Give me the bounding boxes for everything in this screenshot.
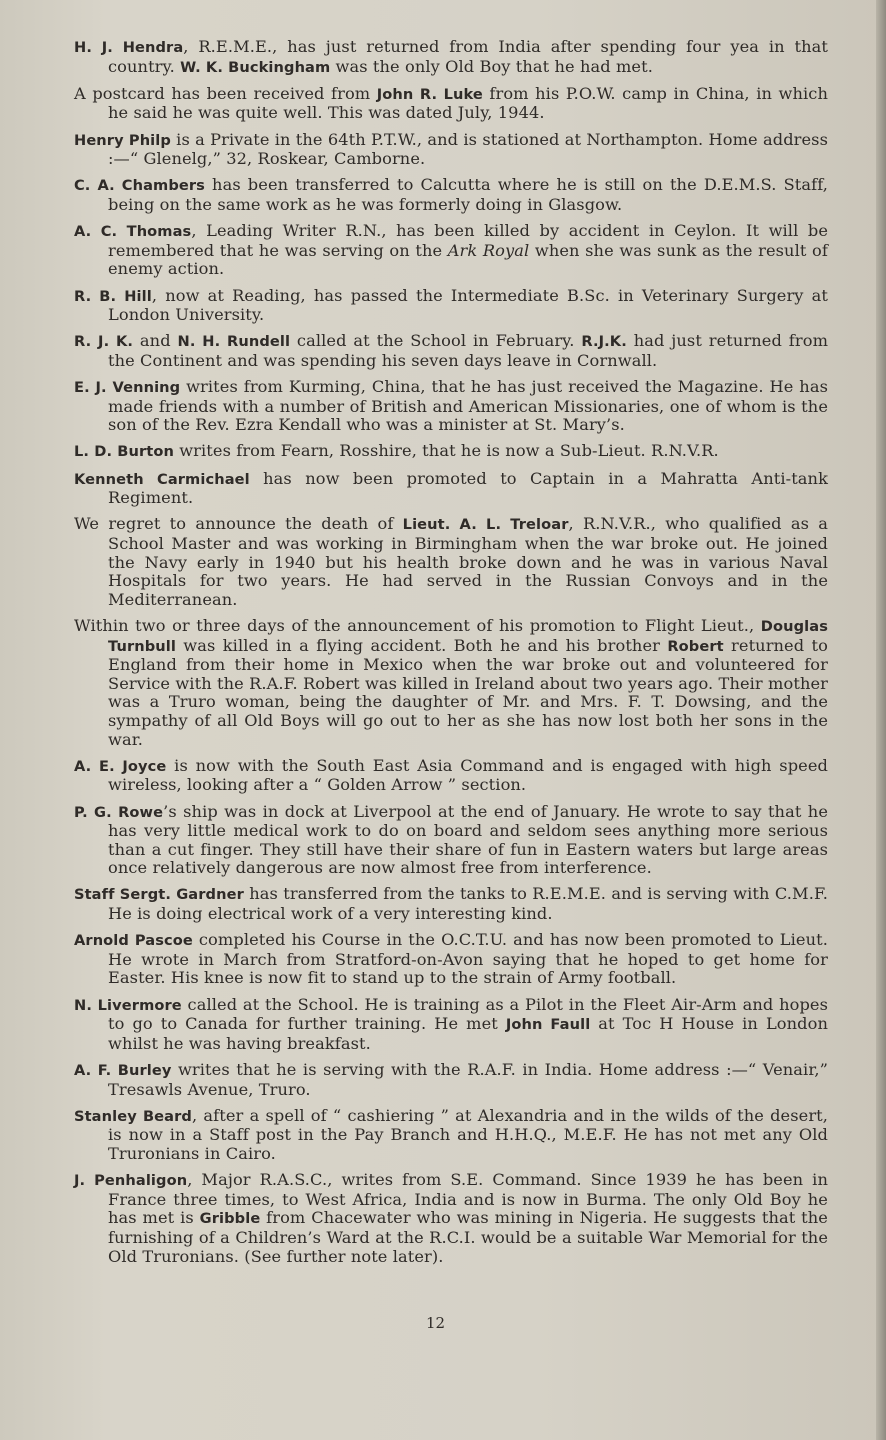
news-item (74, 222, 828, 279)
person-name: Kenneth Carmichael (74, 470, 250, 488)
person-name: Lieut. A. L. Treloar (402, 516, 569, 534)
news-item (74, 617, 828, 749)
person-name: John Faull (505, 1016, 591, 1034)
news-item (74, 757, 828, 795)
person-name: E. J. Venning (74, 379, 181, 397)
item-text: ’s ship was in dock at Liverpool at the end of January. He wrote to say that he has very little medical work to do on board and seldom sees anything more serious than a cut finger. They still have their share of fun in Eastern waters but large areas once relatively dangerous are now almost free from interference. (108, 801, 828, 878)
item-text: has been transferred to Calcutta where he is still on the D.E.M.S. Staff, being on the same work as he was formerly doing in Glasgow. (108, 175, 828, 214)
person-name: W. K. Buckingham (180, 58, 331, 76)
item-text: called at the School in February. (290, 331, 582, 351)
person-name: Stanley Beard (74, 1107, 192, 1125)
item-text: at Toc H House in London whilst he was having breakfast. (108, 1014, 828, 1053)
news-item (74, 931, 828, 988)
person-name: R. B. Hill (74, 287, 152, 305)
news-item (74, 885, 828, 923)
item-text: A postcard has been received from (74, 83, 377, 103)
person-name: N. H. Rundell (177, 333, 291, 351)
news-item (74, 1061, 828, 1099)
item-text: when she was sunk as the result of enemy action. (108, 240, 828, 279)
news-column (74, 38, 828, 1274)
ship-name: Ark Royal (447, 240, 530, 260)
page-edge (876, 0, 886, 1440)
page-number: 12 (426, 1314, 446, 1332)
item-text: returned to England from their home in Mexico when the war broke out and volunteered for Service with the R.A.F. Robert was killed in Ireland about two years ago. Their mother was a Truro woman, being the daughter of Mr. and Mrs. F. T. Dowsing, and the sympathy of all Old Boys will go out to her as she has now lost both her sons in the war. (108, 635, 828, 749)
item-text: , Leading Writer R.N., has been killed by accident in Ceylon. It will be remembered that he was serving on the (108, 221, 828, 260)
news-item (74, 131, 828, 169)
news-item (74, 1107, 828, 1164)
person-name: Staff Sergt. Gardner (74, 886, 244, 904)
news-item (74, 287, 828, 325)
person-name: J. Penhaligon (74, 1172, 188, 1190)
item-text: is now with the South East Asia Command and is engaged with high speed wireless, looking after a “ Golden Arrow ” section. (108, 755, 828, 795)
item-text: has now been promoted to Captain in a Mahratta Anti-tank Regiment. (108, 468, 828, 508)
news-item (74, 442, 828, 462)
item-text: We regret to announce the death of (74, 514, 403, 534)
person-name: Henry Philp (74, 131, 171, 149)
news-item (74, 470, 828, 508)
item-text: from his P.O.W. camp in China, in which he said he was quite well. This was dated July, 1944. (108, 83, 828, 123)
person-name: L. D. Burton (74, 443, 174, 461)
person-name: P. G. Rowe (74, 803, 164, 821)
item-text: from Chacewater who was mining in Nigeria. He suggests that the furnishing of a Children’s Ward at the R.C.I. would be a suitable War Memorial for the Old Truronians. (See further note later). (108, 1208, 828, 1266)
news-item (74, 378, 828, 435)
person-name: A. E. Joyce (74, 757, 167, 775)
person-name: Gribble (199, 1210, 261, 1228)
item-text: was killed in a flying accident. Both he and his brother (175, 635, 668, 655)
news-item (74, 38, 828, 77)
person-name: John R. Luke (376, 85, 483, 103)
person-name: Robert (667, 637, 724, 655)
person-name: N. Livermore (74, 996, 182, 1014)
person-name: A. C. Thomas (74, 223, 192, 241)
item-text: has transferred from the tanks to R.E.M.E. and is serving with C.M.F. He is doing electrical work of a very interesting kind. (108, 884, 828, 924)
person-name: H. J. Hendra (74, 39, 184, 56)
news-item (74, 332, 828, 370)
item-text: writes from Fearn, Rosshire, that he is now a Sub-Lieut. R.N.V.R. (173, 441, 719, 461)
item-text: is a Private in the 64th P.T.W., and is stationed at Northampton. Home address :—“ Glenelg,” 32, Roskear, Camborne. (108, 129, 828, 169)
item-text: , R.E.M.E., has just returned from India after spending four yea in that country. (108, 37, 828, 76)
person-name: Arnold Pascoe (74, 932, 193, 950)
item-text: completed his Course in the O.C.T.U. and has now been promoted to Lieut. He wrote in March from Stratford-on-Avon saying that he hoped to get home for Easter. His knee is now fit to stand up to the strain of Army football. (108, 930, 828, 988)
item-text: writes that he is serving with the R.A.F. in India. Home address :—“ Venair,” Tresawls Avenue, Truro. (108, 1060, 828, 1099)
person-name: R. J. K. (74, 333, 134, 351)
person-name: R.J.K. (581, 333, 627, 351)
item-text: , Major R.A.S.C., writes from S.E. Command. Since 1939 he has been in France three times, to West Africa, India and is now in Burma. The only Old Boy he has met is (108, 1170, 828, 1228)
person-name: C. A. Chambers (74, 177, 205, 195)
item-text: called at the School. He is training as a Pilot in the Fleet Air-Arm and hopes to go to Canada for further training. He met (108, 994, 828, 1034)
news-item (74, 803, 828, 878)
person-name: A. F. Burley (74, 1062, 172, 1079)
news-item (74, 85, 828, 123)
news-item (74, 515, 828, 609)
news-item (74, 996, 828, 1054)
item-text: , after a spell of “ cashiering ” at Alexandria and in the wilds of the desert, is now in a Staff post in the Pay Branch and H.H.Q., M.E.F. He has not met any Old Truronians in Cairo. (108, 1105, 829, 1163)
item-text: Within two or three days of the announcement of his promotion to Flight Lieut., (74, 615, 761, 635)
person-name: Douglas Turnbull (108, 617, 828, 655)
item-text: , R.N.V.R., who qualified as a School Master and was working in Birmingham when the war broke out. He joined the Navy early in 1940 but his health broke down and he was in various Naval Hospitals for two years. He had served in the Russian Convoys and in the Mediterranean. (108, 514, 828, 609)
item-text: writes from Kurming, China, that he has just received the Magazine. He has made friends with a number of British and American Missionaries, one of whom is the son of the Rev. Ezra Kendall who was a minister at St. Mary’s. (108, 377, 828, 435)
item-text: had just returned from the Continent and was spending his seven days leave in Cornwall. (108, 331, 829, 370)
item-text: was the only Old Boy that he had met. (330, 56, 653, 76)
item-text: , now at Reading, has passed the Intermediate B.Sc. in Veterinary Surgery at London University. (108, 285, 829, 325)
news-item (74, 176, 828, 214)
item-text: and (133, 331, 178, 351)
news-item (74, 1171, 828, 1266)
